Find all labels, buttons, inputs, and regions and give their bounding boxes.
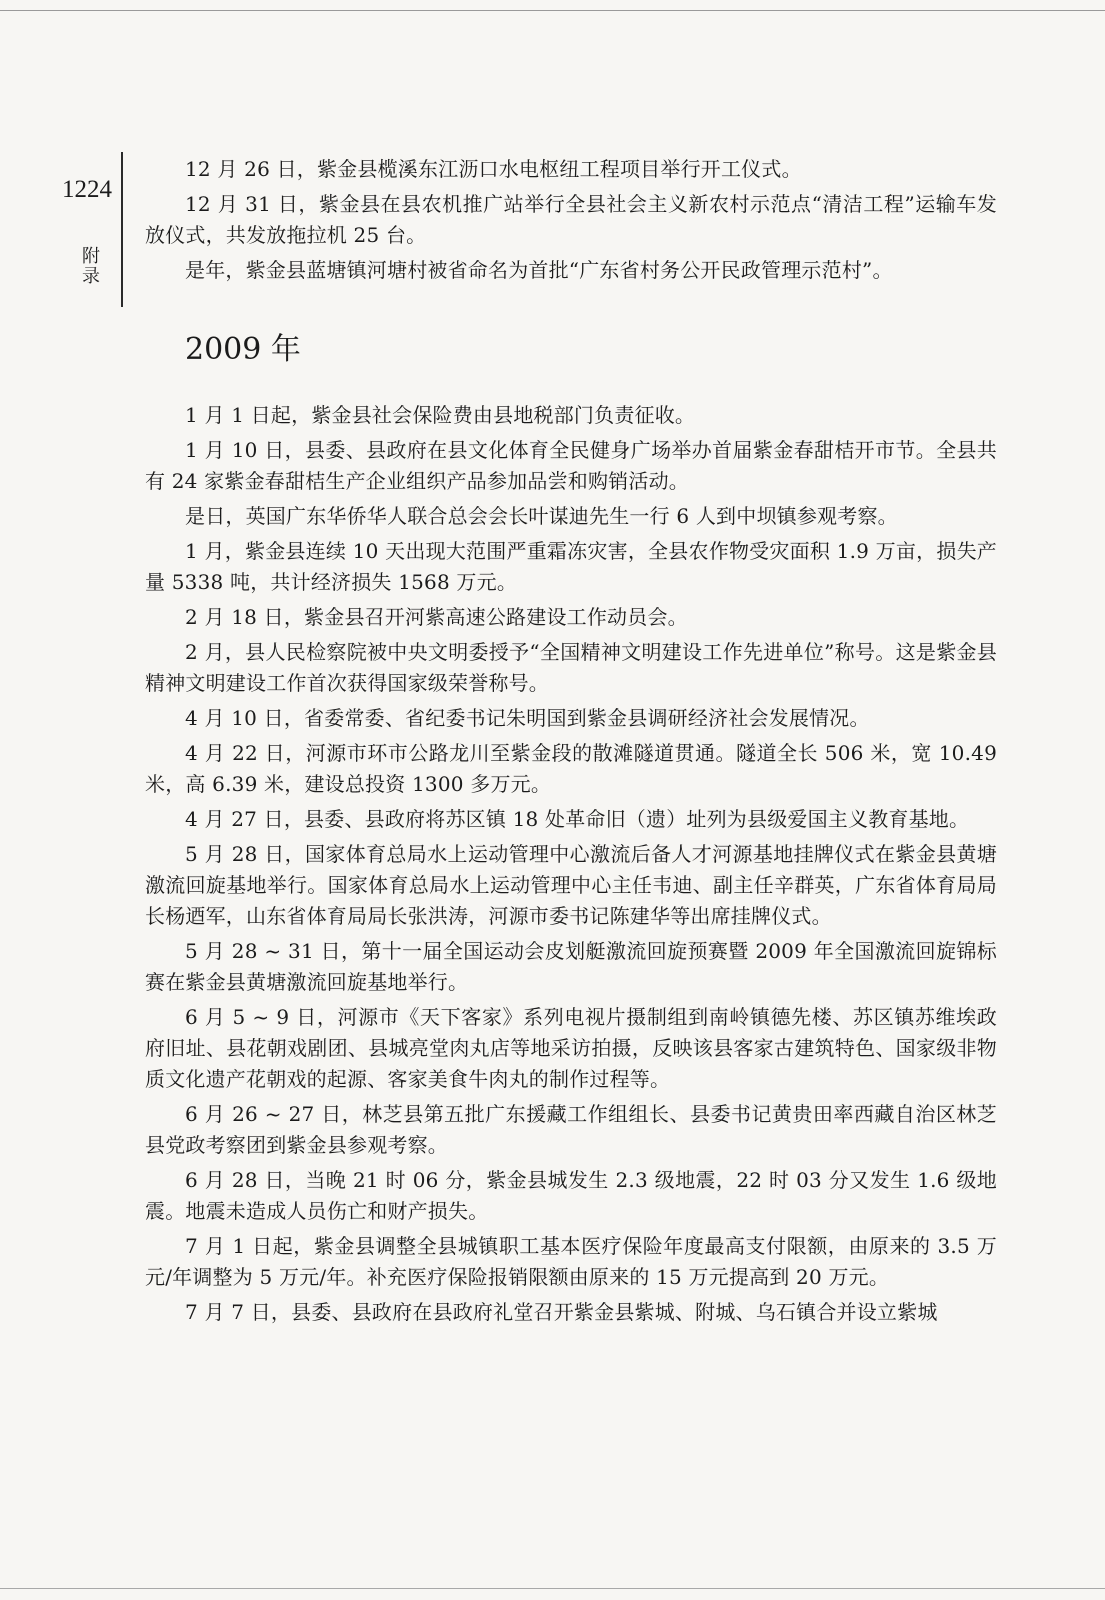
- chronicle-entry: 4 月 22 日，河源市环市公路龙川至紫金段的散滩隧道贯通。隧道全长 506 米，宽 10.49 米，高 6.39 米，建设总投资 1300 多万元。: [145, 741, 997, 796]
- chronicle-entry: 6 月 26 ~ 27 日，林芝县第五批广东援藏工作组组长、县委书记黄贵田率西藏自治区林芝县党政考察团到紫金县参观考察。: [145, 1102, 997, 1157]
- chronicle-entry: 12 月 26 日，紫金县榄溪东江沥口水电枢纽工程项目举行开工仪式。: [185, 157, 802, 181]
- chronicle-entry: 5 月 28 日，国家体育总局水上运动管理中心激流后备人才河源基地挂牌仪式在紫金县黄塘激流回旋基地举行。国家体育总局水上运动管理中心主任韦迪、副主任辛群英，广东省体育局局长杨迺军，山东省体育局局长张洪涛，河源市委书记陈建华等出席挂牌仪式。: [145, 842, 997, 928]
- top-entries: [145, 154, 997, 290]
- chronicle-entry: 是年，紫金县蓝塘镇河塘村被省命名为首批“广东省村务公开民政管理示范村”。: [185, 258, 893, 282]
- page-number: 1224: [62, 176, 112, 203]
- chronicle-entry: 5 月 28 ~ 31 日，第十一届全国运动会皮划艇激流回旋预赛暨 2009 年全国激流回旋锦标赛在紫金县黄塘激流回旋基地举行。: [145, 939, 997, 994]
- chronicle-entry: 7 月 7 日，县委、县政府在县政府礼堂召开紫金县紫城、附城、乌石镇合并设立紫城: [185, 1300, 938, 1324]
- chronicle-entry: 2 月 18 日，紫金县召开河紫高速公路建设工作动员会。: [185, 605, 688, 629]
- chronicle-entry: 4 月 27 日，县委、县政府将苏区镇 18 处革命旧（遗）址列为县级爱国主义教育基地。: [185, 807, 970, 831]
- chronicle-entry: 4 月 10 日，省委常委、省纪委书记朱明国到紫金县调研经济社会发展情况。: [185, 706, 870, 730]
- chronicle-entry: 是日，英国广东华侨华人联合总会会长叶谋迪先生一行 6 人到中坝镇参观考察。: [185, 504, 898, 528]
- chronicle-entry: 6 月 28 日，当晚 21 时 06 分，紫金县城发生 2.3 级地震，22 时 03 分又发生 1.6 级地震。地震未造成人员伤亡和财产损失。: [145, 1168, 997, 1223]
- bottom-border-line: [0, 1588, 1105, 1589]
- chronicle-entry: 1 月，紫金县连续 10 天出现大范围严重霜冻灾害，全县农作物受灾面积 1.9 万亩，损失产量 5338 吨，共计经济损失 1568 万元。: [145, 539, 997, 594]
- section-label: 附录: [79, 246, 100, 286]
- chronicle-entry: 6 月 5 ~ 9 日，河源市《天下客家》系列电视片摄制组到南岭镇德先楼、苏区镇苏维埃政府旧址、县花朝戏剧团、县城亮堂肉丸店等地采访拍摄，反映该县客家古建筑特色、国家级非物质文化遗产花朝戏的起源、客家美食牛肉丸的制作过程等。: [145, 1005, 997, 1091]
- chronicle-entry: 2 月，县人民检察院被中央文明委授予“全国精神文明建设工作先进单位”称号。这是紫金县精神文明建设工作首次获得国家级荣誉称号。: [145, 640, 997, 695]
- chronicle-entry: 12 月 31 日，紫金县在县农机推广站举行全县社会主义新农村示范点“清洁工程”运输车发放仪式，共发放拖拉机 25 台。: [145, 192, 997, 247]
- margin-divider-line: [121, 152, 123, 307]
- year-entries: [145, 400, 997, 1332]
- top-border-line: [0, 10, 1105, 11]
- chronicle-entry: 1 月 1 日起，紫金县社会保险费由县地税部门负责征收。: [185, 403, 696, 427]
- chronicle-entry: 1 月 10 日，县委、县政府在县文化体育全民健身广场举办首届紫金春甜桔开市节。全县共有 24 家紫金春甜桔生产企业组织产品参加品尝和购销活动。: [145, 438, 997, 493]
- chronicle-entry: 7 月 1 日起，紫金县调整全县城镇职工基本医疗保险年度最高支付限额，由原来的 3.5 万元/年调整为 5 万元/年。补充医疗保险报销限额由原来的 15 万元提高到 20 万元。: [145, 1234, 997, 1289]
- year-heading: 2009 年: [185, 332, 301, 367]
